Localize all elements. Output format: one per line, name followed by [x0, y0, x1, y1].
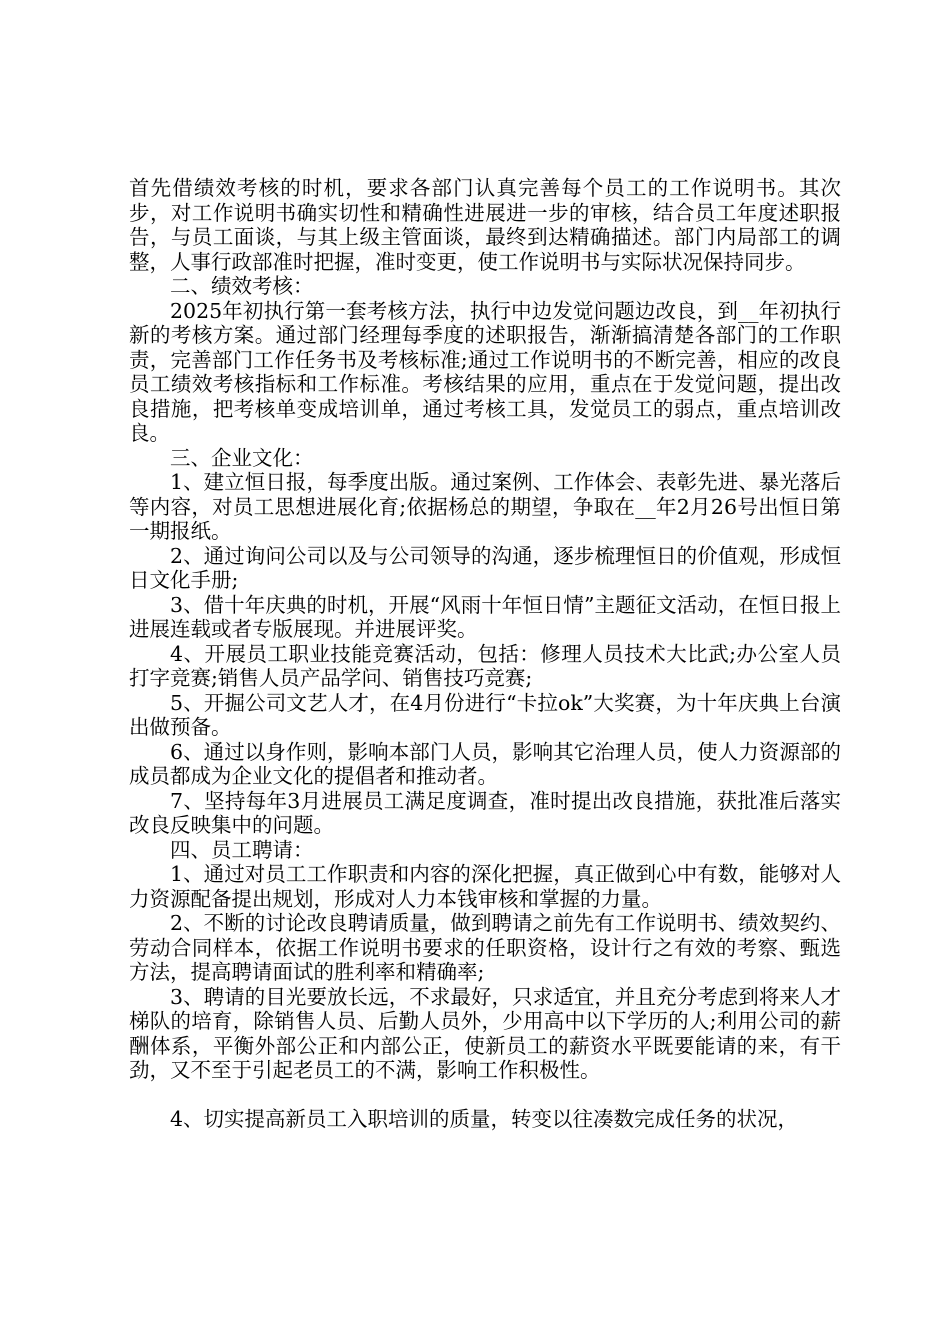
section-heading-culture: 三、企业文化： — [170, 445, 314, 470]
list-item-culture-7: 7、坚持每年3月进展员工满足度调查，准时提出改良措施，获批准后落实改良反映集中的问题。 — [129, 788, 841, 837]
list-item-recruitment-1: 1、通过对员工工作职责和内容的深化把握，真正做到心中有数，能够对人力资源配备提出规划，形成对人力本钱审核和掌握的力量。 — [129, 862, 841, 911]
document-body — [129, 176, 841, 1132]
paragraph-job-description: 首先借绩效考核的时机，要求各部门认真完善每个员工的工作说明书。其次步，对工作说明书确实切性和精确性进展进一步的审核，结合员工年度述职报告，与员工面谈，与其上级主管面谈，最终到达精确描述。部门内局部工的调整，人事行政部准时把握，准时变更，使工作说明书与实际状况保持同步。 — [129, 176, 841, 274]
list-item-recruitment-4: 4、切实提高新员工入职培训的质量，转变以往凑数完成任务的状况， — [170, 1107, 799, 1131]
section-heading-performance: 二、绩效考核： — [170, 274, 314, 298]
list-item-recruitment-3: 3、聘请的目光要放长远，不求最好，只求适宜，并且充分考虑到将来人才梯队的培育，除销售人员、后勤人员外，少用高中以下学历的人;利用公司的薪酬体系，平衡外部公正和内部公正，使新员工的薪资水平既要能请的来，有干劲，又不至于引起老员工的不满，影响工作积极性。 — [129, 984, 841, 1082]
paragraph-performance: 2025年初执行第一套考核方法，执行中边发觉问题边改良，到__年初执行新的考核方案。通过部门经理每季度的述职报告，渐渐搞清楚各部门的工作职责，完善部门工作任务书及考核标准;通过工作说明书的不断完善，相应的改良员工绩效考核指标和工作标准。考核结果的应用，重点在于发觉问题，提出改良措施，把考核单变成培训单，通过考核工具，发觉员工的弱点，重点培训改良。 — [129, 298, 841, 445]
list-item-recruitment-2: 2、不断的讨论改良聘请质量，做到聘请之前先有工作说明书、绩效契约、劳动合同样本，依据工作说明书要求的任职资格，设计行之有效的考察、甄选方法，提高聘请面试的胜利率和精确率; — [129, 911, 841, 984]
list-item-culture-6: 6、通过以身作则，影响本部门人员，影响其它治理人员，使人力资源部的成员都成为企业文化的提倡者和推动者。 — [129, 739, 841, 788]
paragraph-gap — [129, 1083, 841, 1108]
section-heading-recruitment: 四、员工聘请： — [170, 837, 314, 862]
list-item-culture-5: 5、开掘公司文艺人才，在4月份进行“卡拉ok”大奖赛，为十年庆典上台演出做预备。 — [129, 690, 841, 739]
list-item-culture-4: 4、开展员工职业技能竞赛活动，包括：修理人员技术大比武;办公室人员打字竞赛;销售人员产品学问、销售技巧竞赛; — [129, 641, 841, 690]
list-item-culture-3: 3、借十年庆典的时机，开展“风雨十年恒日情”主题征文活动，在恒日报上进展连载或者专版展现。并进展评奖。 — [129, 592, 841, 641]
list-item-culture-1: 1、建立恒日报，每季度出版。通过案例、工作体会、表彰先进、暴光落后等内容，对员工思想进展化育;依据杨总的期望，争取在__年2月26号出恒日第一期报纸。 — [129, 470, 841, 543]
list-item-culture-2: 2、通过询问公司以及与公司领导的沟通，逐步梳理恒日的价值观，形成恒日文化手册; — [129, 543, 841, 592]
